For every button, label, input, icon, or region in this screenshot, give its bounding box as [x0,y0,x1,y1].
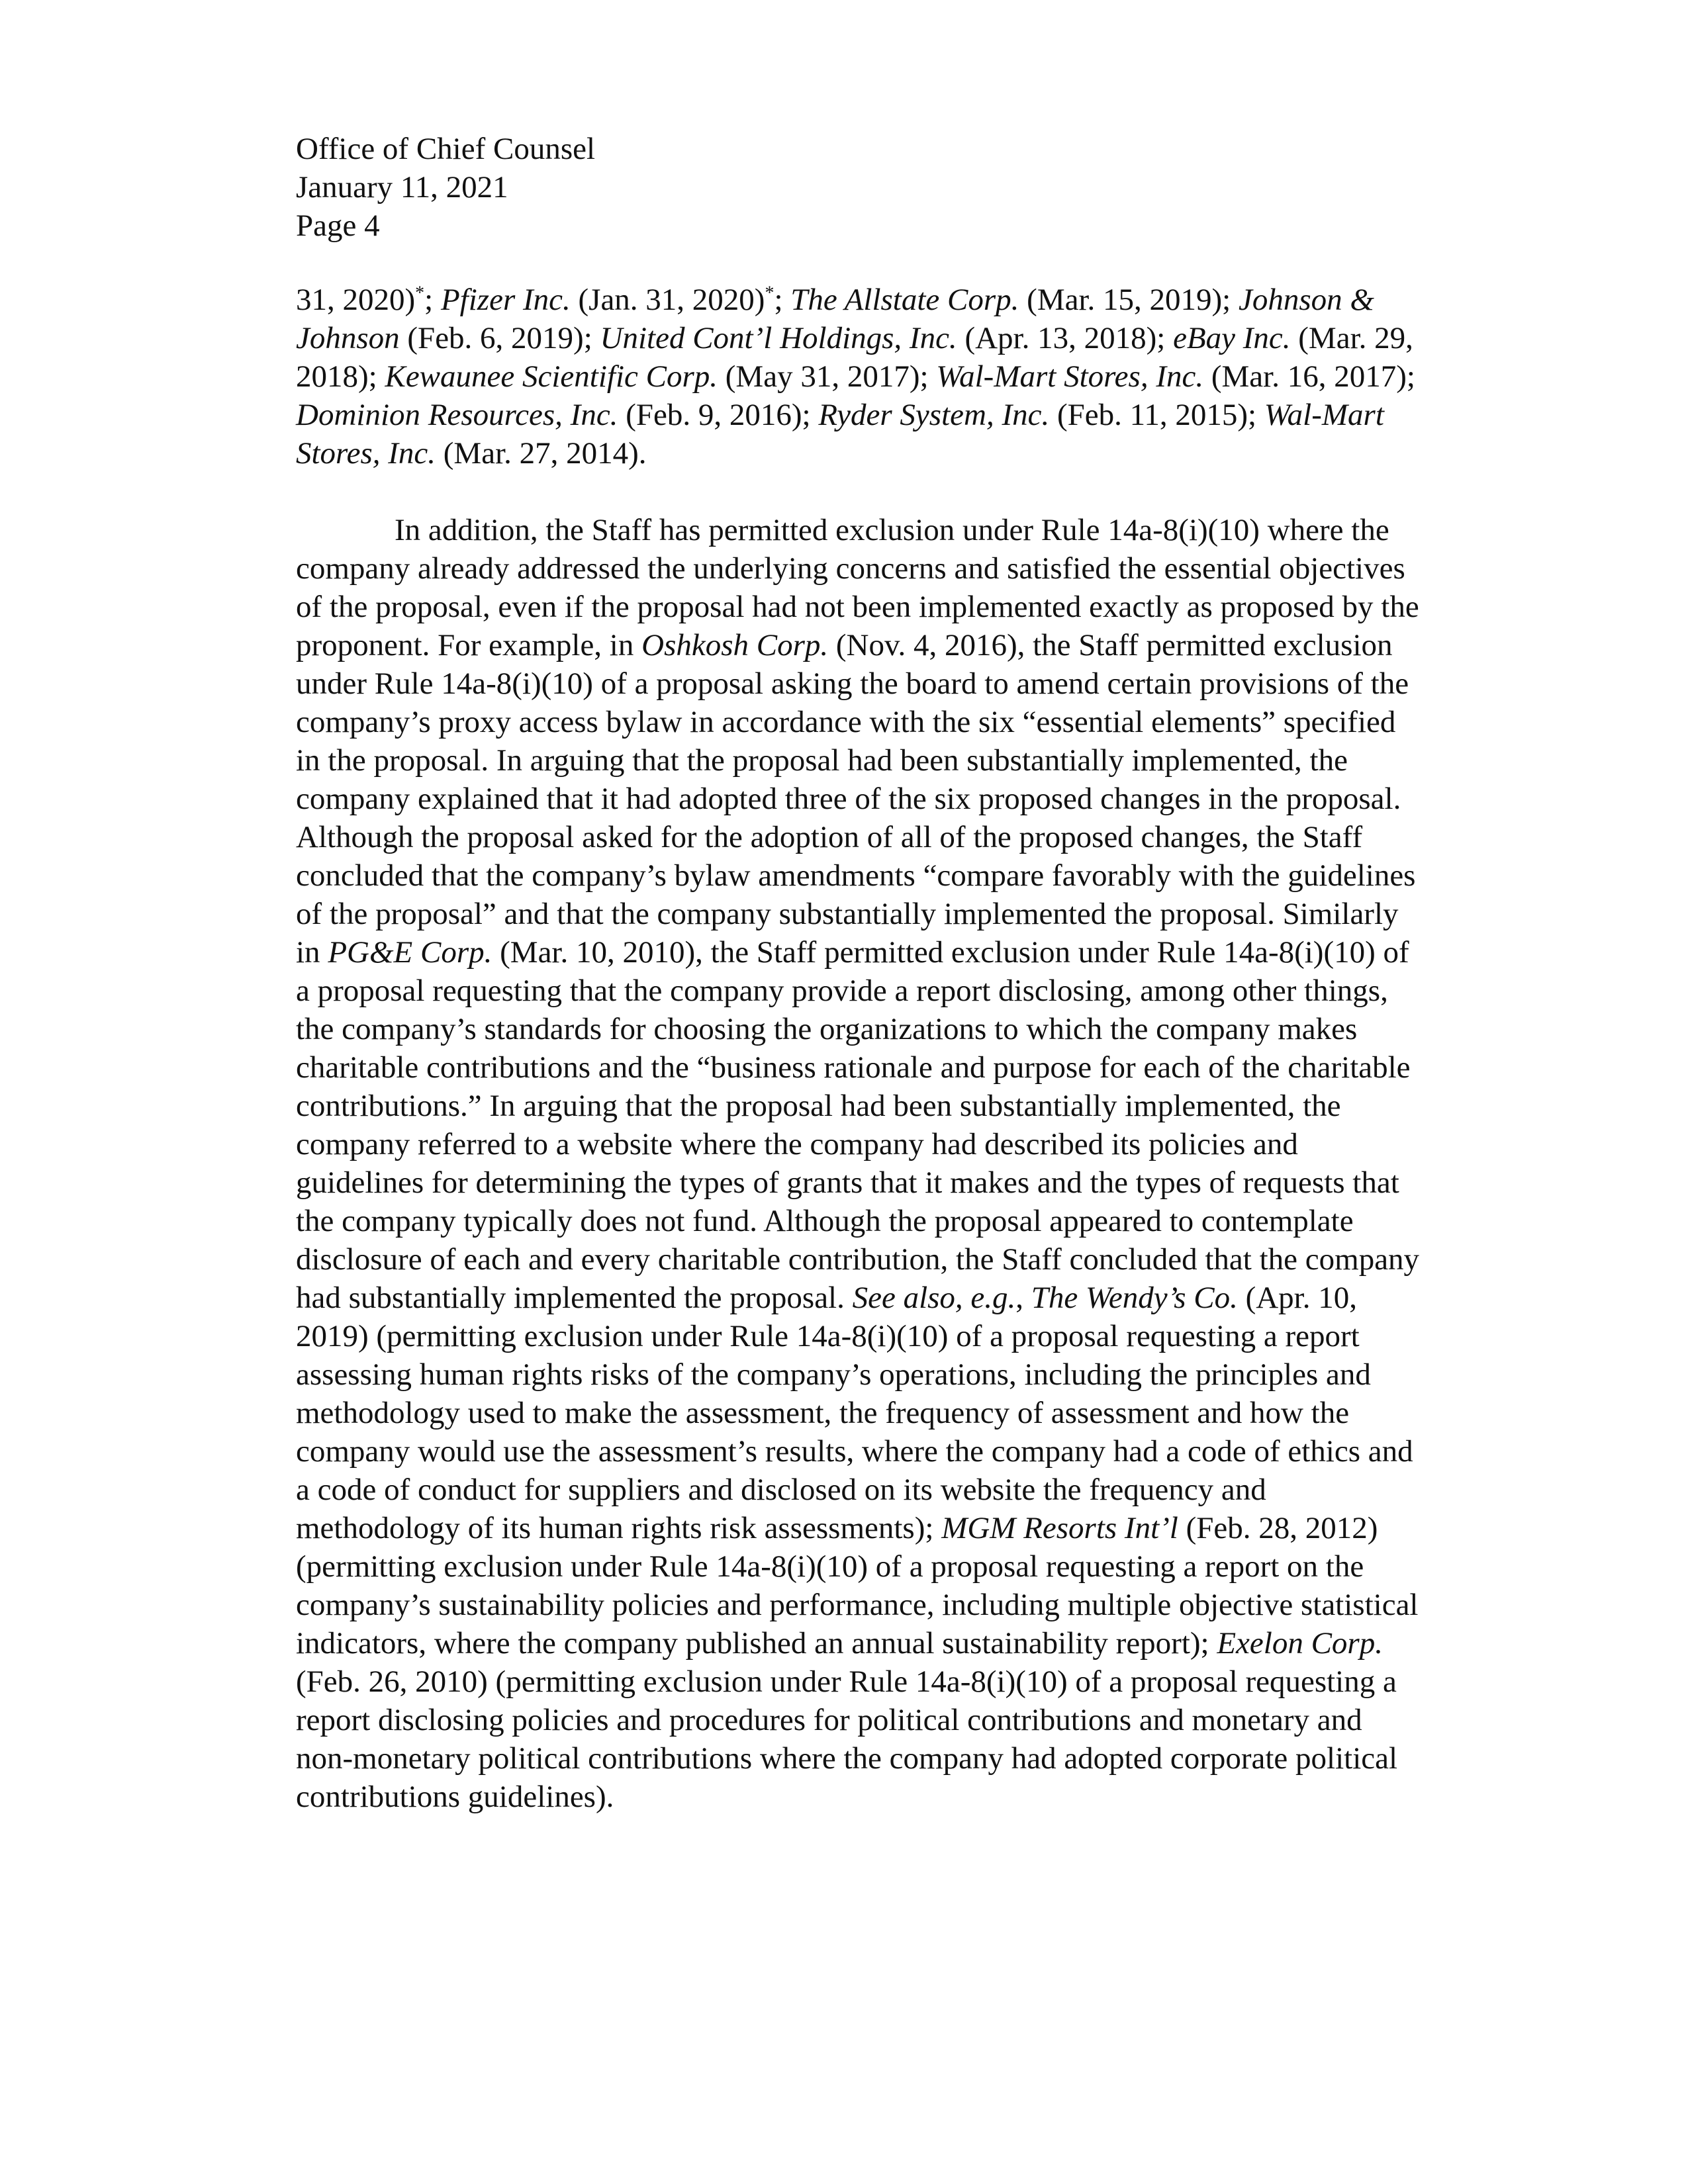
text-span: (Mar. 15, 2019); [1019,283,1239,317]
text-span: (Feb. 9, 2016); [618,398,819,432]
header-page-number: Page 4 [296,208,380,243]
case-name: Kewaunee Scientific Corp. [385,359,718,394]
case-name: Ryder System, Inc. [818,398,1050,432]
text-span: (Feb. 6, 2019); [399,321,600,355]
case-name: Dominion Resources, Inc. [296,398,618,432]
case-name: Pfizer Inc. [440,283,571,317]
case-name: Oshkosh Corp. [641,628,829,662]
text-span: 31, 2020) [296,283,416,317]
paragraph-citations [296,281,1421,473]
text-span: ; [424,283,441,317]
text-span: (Nov. 4, 2016), the Staff permitted exclusion under Rule 14a-8(i)(10) of a proposal asking the board to amend certain provisions of the company’s proxy access bylaw in accordance with the six “essential elements” specified in the proposal. In arguing that the proposal had been substantially implemented, the company explained that it had adopted three of the six proposed changes in the proposal. Although the proposal asked for the adoption of all of the proposed changes, the Staff concluded that the company’s bylaw amendments “compare favorably with the guidelines of the proposal” and that the company substantially implemented the proposal. Similarly in [296,628,1416,970]
case-name: United Cont’l Holdings, Inc. [600,321,957,355]
case-name: Johnson & Johnson [296,283,1374,355]
text-span: , [1015,1281,1031,1315]
text-span: (Apr. 13, 2018); [957,321,1174,355]
case-name: Exelon Corp. [1217,1626,1383,1661]
footnote-marker: * [415,283,425,304]
header-date: January 11, 2021 [296,170,508,205]
text-span: (Mar. 16, 2017); [1203,359,1415,394]
text-span: (Mar. 10, 2010), the Staff permitted exclusion under Rule 14a-8(i)(10) of a proposal requesting that the company provide a report disclosing, among other things, the company’s standards for choosing the organizations to which the company makes charitable contributions and the “business rationale and purpose for each of the charitable contributions.” In arguing that the proposal had been substantially implemented, the company referred to a website where the company had described its policies and guidelines for determining the types of grants that it makes and the types of requests that the company typically does not fund. Although the proposal appeared to contemplate disclosure of each and every charitable contribution, the Staff concluded that the company had substantially implemented the proposal. [296,935,1420,1315]
text-span: (Apr. 10, 2019) (permitting exclusion under Rule 14a-8(i)(10) of a proposal requesting a report assessing human rights risks of the company’s operations, including the principles and methodology used to make the assessment, the frequency of assessment and how the company would use the assessment’s results, where the company had a code of ethics and a code of conduct for suppliers and disclosed on its website the frequency and methodology of its human rights risk assessments); [296,1281,1413,1545]
text-span: (Feb. 26, 2010) (permitting exclusion under Rule 14a-8(i)(10) of a proposal requesting a report disclosing policies and procedures for political contributions and monetary and non-monetary political contributions where the company had adopted corporate political contributions guidelines). [296,1664,1398,1814]
text-span: (Jan. 31, 2020) [570,283,765,317]
text-span: (May 31, 2017); [718,359,937,394]
case-name: The Allstate Corp. [790,283,1019,317]
text-span: (Feb. 28, 2012) (permitting exclusion under Rule 14a-8(i)(10) of a proposal requesting a report on the company’s sustainability policies and performance, including multiple objective statistical indicators, where the company published an annual sustainability report); [296,1511,1419,1661]
case-name: Wal-Mart Stores, Inc. [296,398,1384,471]
case-name: The Wendy’s Co. [1031,1281,1238,1315]
case-name: PG&E Corp. [328,935,492,970]
letter-header [296,130,595,245]
footnote-marker: * [765,283,774,304]
text-span: (Feb. 11, 2015); [1049,398,1264,432]
case-name: Wal-Mart Stores, Inc. [936,359,1204,394]
case-name: MGM Resorts Int’l [941,1511,1178,1545]
paragraph-precedents [296,511,1421,1816]
letter-body [296,281,1421,1816]
text-span: In addition, the Staff has permitted exclusion under Rule 14a-8(i)(10) where the company already addressed the underlying concerns and satisfied the essential objectives of the proposal, even if the proposal had not been implemented exactly as proposed by the proponent. For example, in [296,513,1419,662]
text-span: (Mar. 27, 2014). [436,436,647,471]
signal-phrase: See also, e.g. [852,1281,1016,1315]
text-span: ; [774,283,791,317]
header-office: Office of Chief Counsel [296,132,596,166]
case-name: eBay Inc. [1173,321,1291,355]
text-span: (Mar. 29, 2018); [296,321,1413,394]
